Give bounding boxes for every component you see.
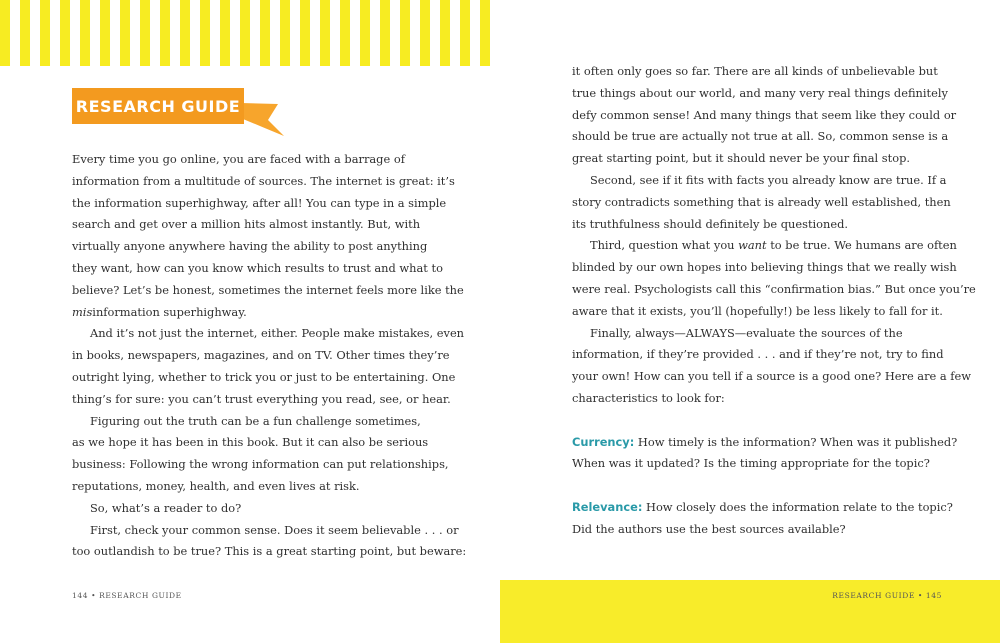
decorative-stripes: [0, 0, 500, 66]
text-line: thing’s for sure: you can’t trust everything you read, see, or hear.: [72, 391, 451, 406]
text-fragment: Third, question what you: [590, 238, 739, 253]
text-line: true things about our world, and many very real things definitely: [572, 85, 948, 100]
text-line: in books, newspapers, magazines, and on TV. Other times they’re: [72, 348, 450, 363]
text-line: reputations, money, health, and even lives at risk.: [72, 478, 360, 493]
text-line: So, what’s a reader to do?: [90, 500, 242, 515]
text-line: Every time you go online, you are faced with a barrage of: [72, 152, 405, 166]
text-line: outright lying, whether to trick you or just to be entertaining. One: [72, 369, 456, 384]
text-line: should be true are actually not true at all. So, common sense is a: [572, 129, 949, 144]
text-line: as we hope it has been in this book. But it can also be serious: [72, 435, 429, 450]
text-line: Finally, always—ALWAYS—evaluate the sources of the: [590, 325, 903, 340]
relevance-term: Relevance:: [572, 499, 643, 514]
spacer: [572, 410, 944, 432]
page-folio-right: RESEARCH GUIDE • 145: [832, 591, 942, 600]
text-line: blinded by our own hopes into believing things that we really wish: [572, 260, 957, 275]
text-line: defy common sense! And many things that seem like they could or: [572, 107, 957, 122]
relevance-item: [572, 497, 953, 519]
currency-term: Currency:: [572, 434, 635, 449]
text-line: business: Following the wrong information can put relationships,: [72, 457, 449, 472]
text-line: First, check your common sense. Does it seem believable . . . or: [90, 522, 459, 537]
italic-prefix: mis: [72, 304, 93, 319]
text-line: they want, how can you know which results to trust and what to: [72, 260, 443, 275]
text-line: story contradicts something that is already well established, then: [572, 194, 951, 209]
text-line: too outlandish to be true? This is a great starting point, but beware:: [72, 544, 467, 559]
text-line: it often only goes so far. There are all kinds of unbelievable but: [572, 64, 938, 78]
text-line: [72, 302, 434, 324]
text-line: your own! How can you tell if a source is a good one? Here are a few: [572, 369, 972, 384]
text-fragment: to be true. We humans are often: [766, 238, 957, 253]
text-line: [572, 235, 957, 257]
text-line: information from a multitude of sources. The internet is great: it’s: [72, 173, 455, 188]
text-fragment: information superhighway.: [92, 304, 247, 319]
text-fragment: How closely does the information relate to the topic?: [642, 499, 953, 514]
text-line: were real. Psychologists call this “confirmation bias.” But once you’re: [572, 281, 976, 296]
text-line: great starting point, but it should never be your final stop.: [572, 151, 910, 166]
section-title: RESEARCH GUIDE: [75, 96, 241, 116]
text-line: aware that it exists, you’ll (hopefully!) be less likely to fall for it.: [572, 303, 943, 318]
text-line: characteristics to look for:: [572, 390, 725, 405]
currency-item: [572, 432, 958, 454]
right-page-body: [572, 61, 976, 541]
text-line: Figuring out the truth can be a fun challenge sometimes,: [90, 413, 421, 428]
text-line: information, if they’re provided . . . and if they’re not, try to find: [572, 347, 944, 362]
spacer: [572, 475, 944, 497]
page-folio-left: 144 • RESEARCH GUIDE: [72, 591, 182, 600]
italic-word: want: [738, 238, 767, 253]
left-page-body: [72, 149, 467, 563]
decorative-yellow-band: [500, 580, 1000, 643]
text-line: When was it updated? Is the timing appropriate for the topic?: [572, 456, 930, 471]
text-line: its truthfulness should definitely be questioned.: [572, 216, 849, 231]
text-fragment: How timely is the information? When was it published?: [634, 434, 958, 449]
text-line: virtually anyone anywhere having the ability to post anything: [72, 239, 428, 254]
text-line: Did the authors use the best sources available?: [572, 521, 846, 536]
text-line: And it’s not just the internet, either. People make mistakes, even: [90, 326, 465, 341]
text-line: search and get over a million hits almost instantly. But, with: [72, 217, 421, 232]
text-line: believe? Let’s be honest, sometimes the internet feels more like the: [72, 282, 464, 297]
text-line: the information superhighway, after all! You can type in a simple: [72, 195, 447, 210]
text-line: Second, see if it fits with facts you already know are true. If a: [590, 172, 947, 187]
